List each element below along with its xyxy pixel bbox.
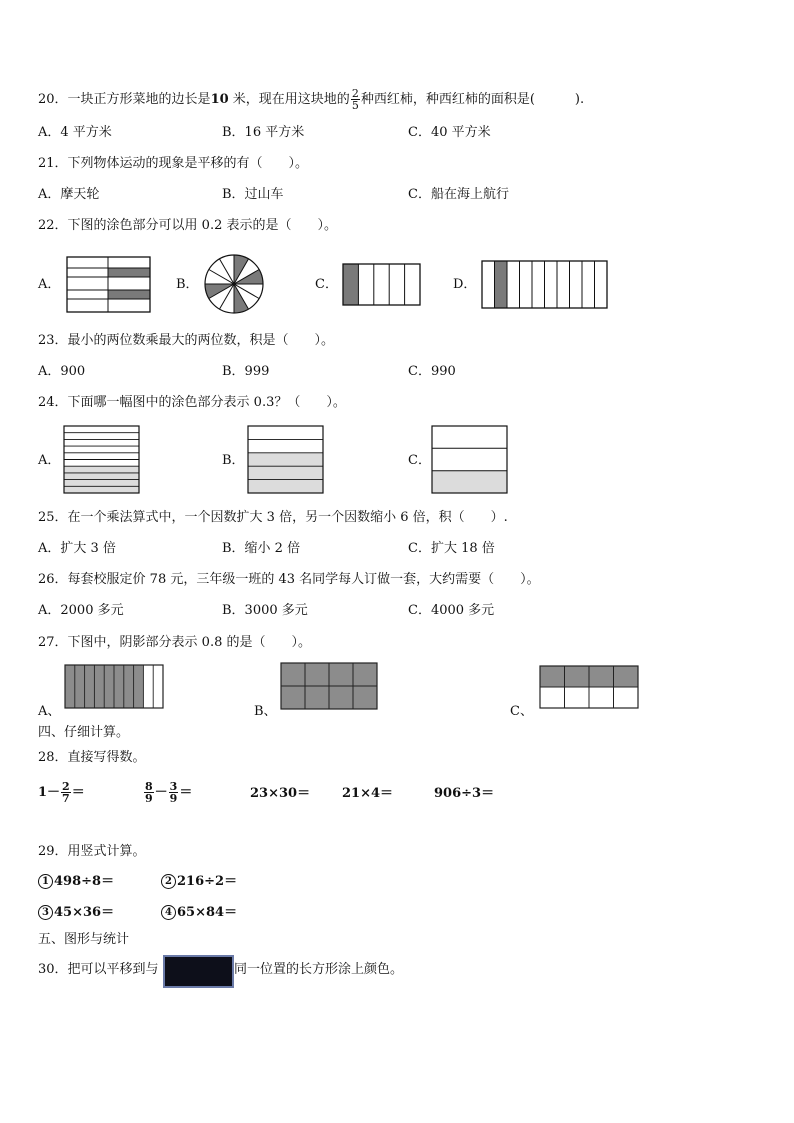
circled-number-2: 2 [161,874,176,889]
fraction-2-5: $\frac{2}{5}$ [351,87,359,112]
q22-figure-a[interactable] [66,256,152,314]
q25-text: 25．在一个乘法算式中，一个因数扩大 3 倍，另一个因数缩小 6 倍，积（ ）. [38,510,508,525]
section-4-heading: 四、仔细计算。 [38,725,130,740]
q29-item-1[interactable]: 1 498÷8＝ [38,874,114,890]
q24-figure-c[interactable] [431,425,509,495]
q27-text: 27．下图中，阴影部分表示 0.8 的是（ ）。 [38,635,311,650]
q20-option-c[interactable]: C．40 平方米 [408,125,491,140]
q21-option-c[interactable]: C．船在海上航行 [408,187,509,202]
q26-option-c[interactable]: C．4000 多元 [408,603,495,618]
q22-label-d[interactable]: D． [453,277,477,292]
q29-text: 29．用竖式计算。 [38,844,146,859]
q23-option-b[interactable]: B．999 [222,364,270,379]
q28-text: 28．直接写得数。 [38,750,146,765]
q26-option-a[interactable]: A．2000 多元 [38,603,124,618]
q22-label-a[interactable]: A． [38,277,61,292]
q28-expr-1[interactable]: 1－ $\frac{2}{7}$ ＝ [38,780,85,805]
q25-option-a[interactable]: A．扩大 3 倍 [38,541,116,556]
q22-figure-b[interactable] [203,253,265,315]
section-5-heading: 五、图形与统计 [38,932,130,947]
q27-figure-b[interactable] [280,662,378,710]
q24-text: 24．下面哪一幅图中的涂色部分表示 0.3？（ ）。 [38,395,346,410]
q30-text-b: 同一位置的长方形涂上颜色。 [234,962,404,977]
q22-label-b[interactable]: B． [176,277,199,292]
q27-label-b[interactable]: B、 [254,704,277,719]
q27-figure-c[interactable] [539,665,639,709]
circled-number-4: 4 [161,905,176,920]
q29-item-2[interactable]: 2 216÷2＝ [161,874,237,890]
q20-option-a[interactable]: A．4 平方米 [38,125,112,140]
q28-expr-2[interactable]: $\frac{8}{9}$ － $\frac{3}{9}$ ＝ [145,780,193,805]
q28-expr-4[interactable]: 21×4＝ [342,786,394,801]
q24-figure-a[interactable] [63,425,141,495]
q27-label-a[interactable]: A、 [38,704,61,719]
q27-figure-a[interactable] [64,664,164,710]
q24-label-b[interactable]: B． [222,453,245,468]
q25-option-c[interactable]: C．扩大 18 倍 [408,541,495,556]
circled-number-3: 3 [38,905,53,920]
q29-item-4[interactable]: 4 65×84＝ [161,905,237,921]
q28-expr-3[interactable]: 23×30＝ [250,786,311,801]
q28-expr-5[interactable]: 906÷3＝ [434,786,495,801]
q21-option-b[interactable]: B．过山车 [222,187,284,202]
q24-label-a[interactable]: A． [38,453,61,468]
q26-option-b[interactable]: B．3000 多元 [222,603,308,618]
q24-label-c[interactable]: C． [408,453,431,468]
q22-figure-d[interactable] [481,260,609,310]
circled-number-1: 1 [38,874,53,889]
q23-option-c[interactable]: C．990 [408,364,456,379]
q25-option-b[interactable]: B．缩小 2 倍 [222,541,301,556]
q23-option-a[interactable]: A．900 [38,364,86,379]
black-rectangle-image [163,955,234,988]
q22-figure-c[interactable] [342,263,422,307]
q30-text-a: 30．把可以平移到与 [38,962,159,977]
q21-text: 21．下列物体运动的现象是平移的有（ ）。 [38,156,309,171]
q21-option-a[interactable]: A．摩天轮 [38,187,100,202]
q29-item-3[interactable]: 3 45×36＝ [38,905,114,921]
q22-label-c[interactable]: C． [315,277,338,292]
q22-text: 22．下图的涂色部分可以用 0.2 表示的是（ ）。 [38,218,337,233]
q27-label-c[interactable]: C、 [510,704,533,719]
q20-option-b[interactable]: B．16 平方米 [222,125,305,140]
q24-figure-b[interactable] [247,425,325,495]
q26-text: 26．每套校服定价 78 元，三年级一班的 43 名同学每人订做一套，大约需要（ ）。 [38,572,540,587]
q23-text: 23．最小的两位数乘最大的两位数，积是（ ）。 [38,333,335,348]
q20-text: 20．一块正方形菜地的边长是10 米，现在用这块地的 $\frac{2}{5}$ 种西红柿，种西红柿的面积是( ). [38,87,585,112]
